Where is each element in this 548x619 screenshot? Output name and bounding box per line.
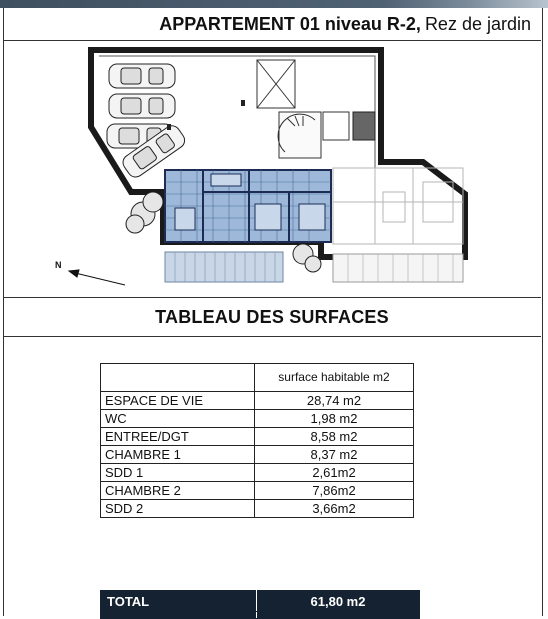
- total-underline-left: [101, 612, 257, 619]
- total-underline-row: [101, 612, 420, 619]
- total-label: TOTAL: [101, 591, 257, 612]
- terrace-east: [333, 254, 463, 282]
- floor-plan-drawing: [3, 42, 541, 297]
- total-table: [100, 590, 420, 619]
- room-name: SDD 2: [101, 500, 255, 518]
- table-row: [101, 446, 414, 464]
- staircase-icon: [278, 112, 321, 158]
- table-header-row: [101, 364, 414, 392]
- title-bold: APPARTEMENT 01 niveau R-2,: [159, 13, 421, 34]
- table-row: [101, 392, 414, 410]
- table-header-empty: [101, 364, 255, 392]
- north-label: N: [55, 260, 62, 270]
- north-arrow-icon: [69, 270, 125, 285]
- room-name: ENTREE/DGT: [101, 428, 255, 446]
- surfaces-heading: TABLEAU DES SURFACES: [3, 298, 541, 337]
- room-area: 8,58 m2: [255, 428, 414, 446]
- room-name: SDD 1: [101, 464, 255, 482]
- total-underline-right: [257, 612, 420, 619]
- table-row: [101, 464, 414, 482]
- table-header-area: surface habitable m2: [255, 364, 414, 392]
- room-area: 28,74 m2: [255, 392, 414, 410]
- room-area: 3,66m2: [255, 500, 414, 518]
- floor-plan: [3, 42, 541, 298]
- tree-icon: [126, 192, 163, 233]
- title-rest: Rez de jardin: [424, 13, 531, 34]
- top-banner: [0, 0, 548, 8]
- table-row: [101, 428, 414, 446]
- table-row: [101, 410, 414, 428]
- room-name: WC: [101, 410, 255, 428]
- total-value: 61,80 m2: [257, 591, 420, 612]
- room-name: CHAMBRE 1: [101, 446, 255, 464]
- car-icon: [109, 64, 175, 88]
- room-name: ESPACE DE VIE: [101, 392, 255, 410]
- car-icon: [109, 94, 175, 118]
- tree-icon: [293, 244, 321, 272]
- total-row: [101, 591, 420, 612]
- surfaces-table: [100, 363, 414, 518]
- room-area: 8,37 m2: [255, 446, 414, 464]
- highlighted-apartment: [165, 170, 331, 242]
- room-area: 7,86m2: [255, 482, 414, 500]
- room-area: 1,98 m2: [255, 410, 414, 428]
- room-area: 2,61m2: [255, 464, 414, 482]
- room-name: CHAMBRE 2: [101, 482, 255, 500]
- table-row: [101, 500, 414, 518]
- page-title: [3, 8, 541, 41]
- table-row: [101, 482, 414, 500]
